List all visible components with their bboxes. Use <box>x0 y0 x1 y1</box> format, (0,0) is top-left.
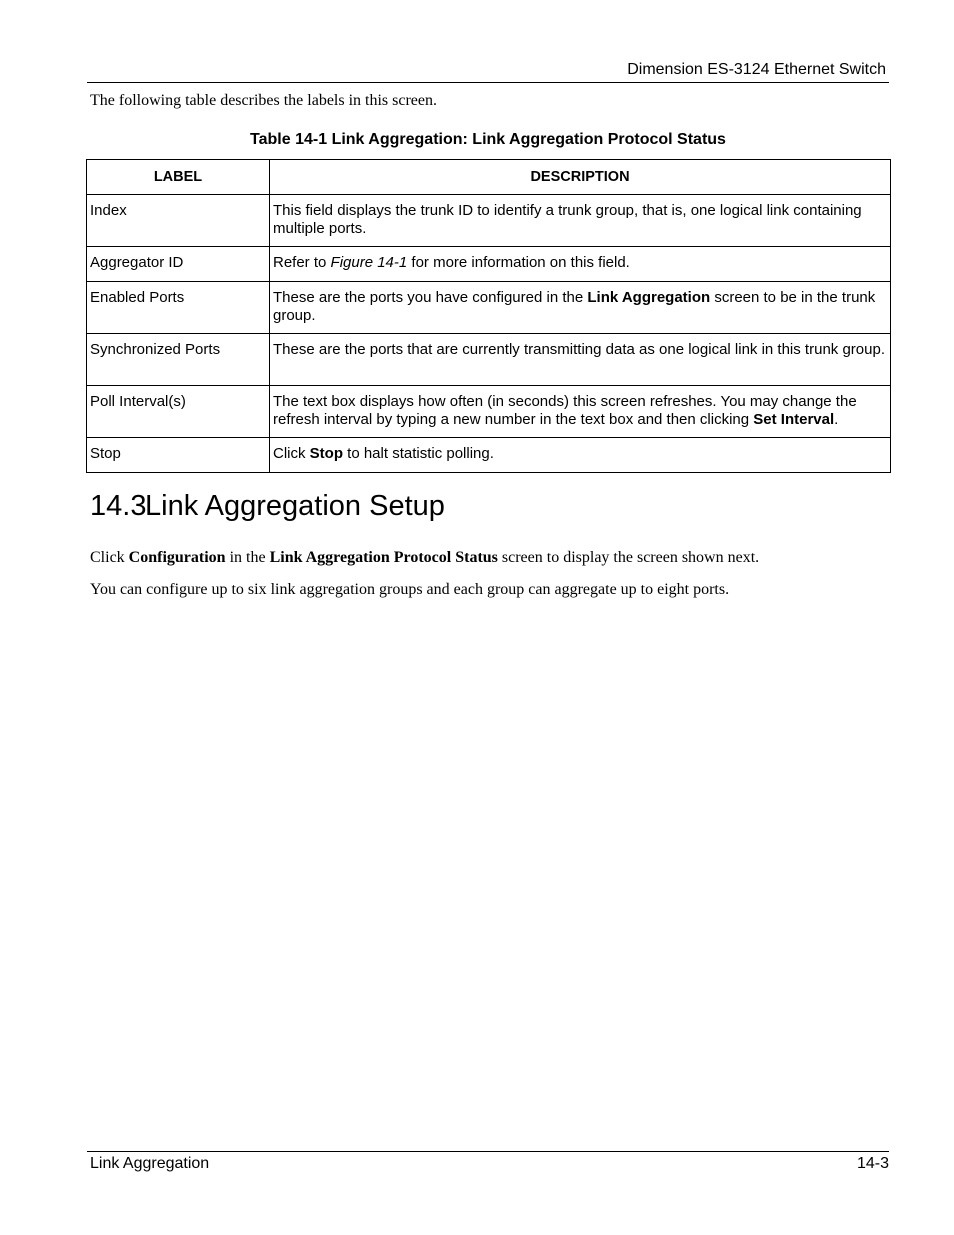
table-row <box>87 195 891 247</box>
desc-text: . <box>834 411 839 428</box>
desc-text: The text box displays how often (in seconds) this screen refreshes. You may change the refresh interval by typing a new number in the text box and then clicking <box>273 393 857 428</box>
row-label: Synchronized Ports <box>87 334 270 386</box>
row-label: Enabled Ports <box>87 282 270 334</box>
running-header <box>87 60 889 83</box>
row-description <box>270 247 891 282</box>
para-text: screen to display the screen shown next. <box>497 549 760 566</box>
row-description <box>270 438 891 473</box>
desc-text: Refer to <box>273 254 331 271</box>
body-paragraph <box>90 549 759 567</box>
row-label: Stop <box>87 438 270 473</box>
section-number: 14.3 <box>90 490 147 522</box>
desc-text: screen to be in the trunk group. <box>273 289 876 324</box>
table-row <box>87 282 891 334</box>
row-description <box>270 386 891 438</box>
bold-term: Set Interval <box>753 411 835 428</box>
footer-page-number: 14-3 <box>856 1155 889 1172</box>
table-row <box>87 247 891 282</box>
footer-chapter: Link Aggregation <box>90 1155 210 1172</box>
header-title: Dimension ES-3124 Ethernet Switch <box>627 61 886 78</box>
row-description <box>270 282 891 334</box>
table-row <box>87 438 891 473</box>
row-description: This field displays the trunk ID to identify a trunk group, that is, one logical link containing multiple ports. <box>270 195 891 247</box>
table-header-row <box>87 160 891 195</box>
bold-term: Link Aggregation Protocol Status <box>269 549 498 566</box>
desc-text: to halt statistic polling. <box>343 445 494 462</box>
table-row <box>87 334 891 386</box>
table-row <box>87 386 891 438</box>
para-text: Click <box>90 549 129 566</box>
column-header-label: LABEL <box>87 160 270 195</box>
label-description-table <box>86 159 891 473</box>
running-footer <box>87 1151 889 1176</box>
bold-term: Configuration <box>128 549 226 566</box>
figure-reference: Figure 14-1 <box>330 254 408 271</box>
column-header-description: DESCRIPTION <box>270 160 891 195</box>
section-heading <box>90 490 445 523</box>
row-label: Index <box>87 195 270 247</box>
desc-text: for more information on this field. <box>407 254 630 271</box>
desc-text: Click <box>273 445 310 462</box>
row-description: These are the ports that are currently transmitting data as one logical link in this trunk group. <box>270 334 891 386</box>
bold-term: Stop <box>309 445 343 462</box>
desc-text: These are the ports you have configured in the <box>273 289 588 306</box>
body-paragraph: You can configure up to six link aggregation groups and each group can aggregate up to eight ports. <box>90 581 730 598</box>
bold-term: Link Aggregation <box>587 289 711 306</box>
para-text: in the <box>225 549 270 566</box>
row-label: Aggregator ID <box>87 247 270 282</box>
table-caption: Table 14-1 Link Aggregation: Link Aggregation Protocol Status <box>250 131 726 148</box>
intro-text: The following table describes the labels in this screen. <box>90 92 438 109</box>
row-label: Poll Interval(s) <box>87 386 270 438</box>
section-title: Link Aggregation Setup <box>145 490 445 522</box>
